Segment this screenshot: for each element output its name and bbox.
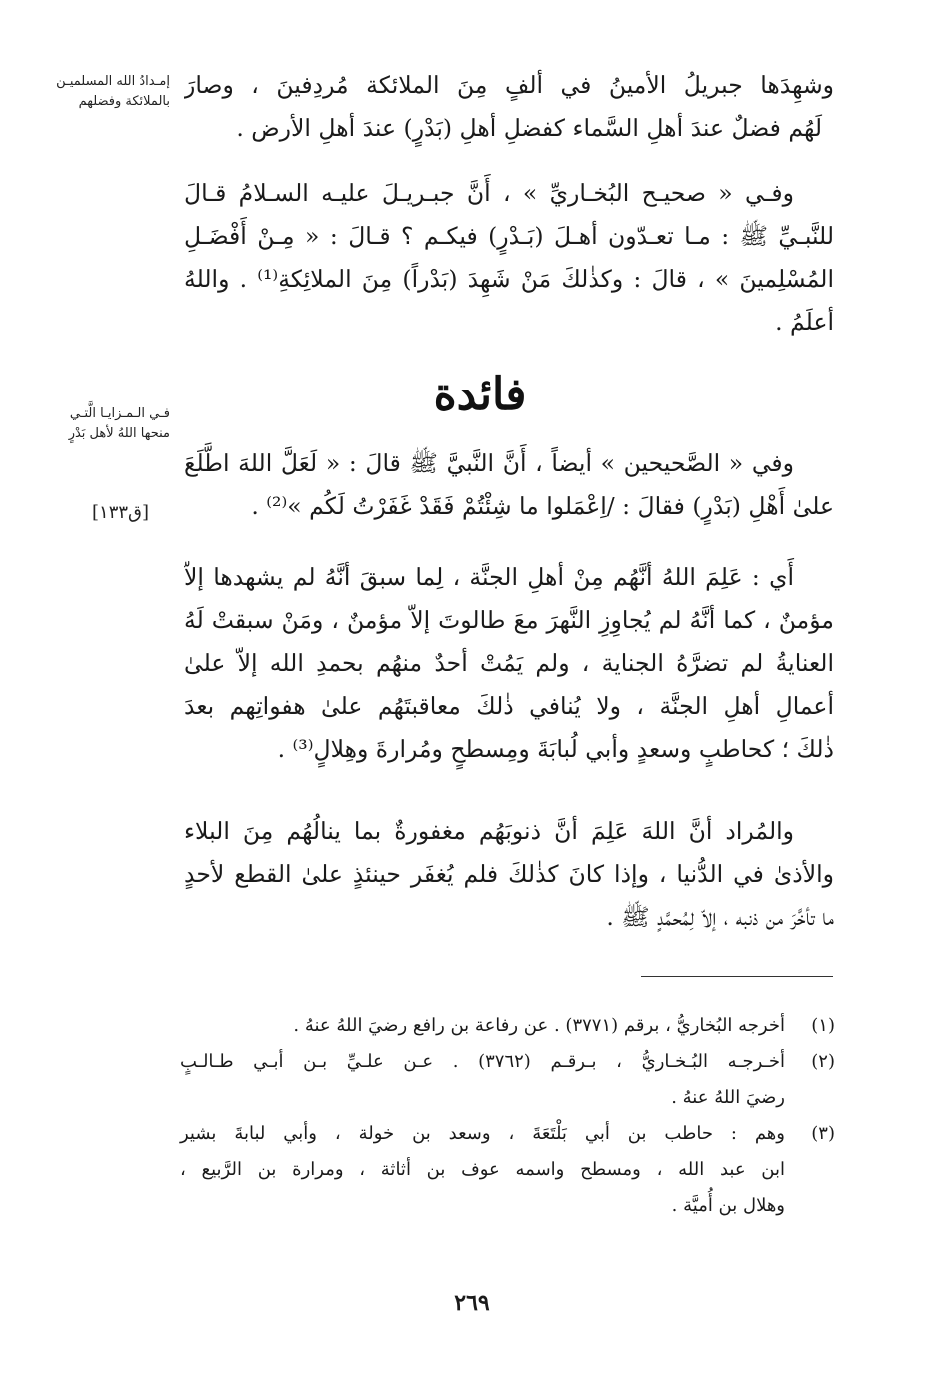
text-line: ما تأخَّرَ من ذنبه ، إلاّ لِمُحمَّدٍ ﷺ . bbox=[606, 903, 834, 931]
page-number: ٢٦٩ bbox=[454, 1290, 490, 1316]
footnote-number: (٢) bbox=[811, 1051, 835, 1072]
footnote-line: أخرجه البُخاريُّ ، برقم (٣٧٧١) . عن رفاعة بن رافع رضيَ اللهُ عنهُ . bbox=[293, 1015, 785, 1036]
paragraph bbox=[184, 810, 834, 939]
text-line: مؤمنٌ ، كما أنَّهُ لم يُجاوِزِ النَّهرَ معَ طالوتَ إلاّ مؤمنٌ ، ومَنْ سبقتْ لَهُ bbox=[184, 606, 834, 634]
text-line: ذٰلكَ ؛ كحاطبٍ وسعدٍ وأبي لُبابَةَ ومِسطحٍ ومُرارةَ وهِلالٍ⁽³⁾ . bbox=[277, 735, 834, 763]
footnote bbox=[180, 1116, 835, 1224]
margin-note-line: منحها اللهُ لأهل بَدْرٍ bbox=[68, 426, 170, 441]
paragraph bbox=[184, 172, 834, 344]
text-line: أَي : عَلِمَ اللهُ أنَّهُم مِنْ أهلِ الجنَّة ، لِما سبقَ أنَّهُ لم يشهدها إلاّ bbox=[184, 563, 794, 591]
footnote-number: (٣) bbox=[811, 1123, 835, 1144]
text-line: وشهِدَها جبريلُ الأمينُ في ألفٍ مِنَ الملائكة مُردِفينَ ، وصارَ bbox=[184, 71, 834, 99]
footnote-line: وهلال بن أُميَّة . bbox=[671, 1195, 785, 1216]
margin-note-badr-merits bbox=[20, 404, 170, 444]
section-heading: فائدة bbox=[433, 369, 527, 420]
text-line: علىٰ أَهْلِ (بَدْرٍ) فقالَ : /اِعْمَلوا ما شِئْتُمْ فَقَدْ غَفَرْتُ لَكُم »⁽²⁾ . bbox=[251, 492, 834, 520]
footnote-line: وهم : حاطب بن أبي بَلْتَعَةَ ، وسعد بن خولة ، وأبي لبابةَ بشير bbox=[180, 1123, 785, 1144]
footnote-line: أخـرجـه البُـخـاريُّ ، بـرقـم (٣٧٦٢) . عـن علـيِّ بـن أبـي طـالـبٍ bbox=[180, 1051, 785, 1072]
footnote bbox=[180, 1008, 835, 1044]
paragraph bbox=[184, 556, 834, 771]
text-line: المُسْلِمينَ » ، قالَ : وكذٰلكَ مَنْ شَهِدَ (بَدْراً) مِنَ الملائِكةِ⁽¹⁾ . واللهُ bbox=[184, 265, 834, 293]
text-line: وفي « الصَّحيحين » أيضاً ، أَنَّ النَّبيَّ ﷺ قالَ : « لَعَلَّ اللهَ اطَّلَعَ bbox=[184, 449, 794, 477]
paragraph bbox=[184, 442, 834, 528]
text-line: العنايةُ لم تضرَّهُ الجناية ، ولم يَمُتْ أحدٌ منهُم بحمدِ الله إلاّ علىٰ bbox=[184, 649, 834, 677]
paragraph bbox=[184, 64, 834, 150]
footnote-separator bbox=[641, 976, 833, 977]
footnote-line: ابن عبد الله ، ومسطح واسمه عوف بن أثاثة ، ومرارة بن الرَّبيع ، bbox=[180, 1159, 785, 1180]
text-line: أعلَمُ . bbox=[775, 308, 834, 336]
footnote bbox=[180, 1044, 835, 1116]
margin-note-line: فـي الـمـزايـا الَّتـي bbox=[69, 406, 170, 421]
text-line: والمُراد أنَّ اللهَ عَلِمَ أنَّ ذنوبَهُم مغفورةٌ بما ينالُهُم مِنَ البلاء bbox=[184, 817, 794, 845]
text-line: وفـي « صحيـح البُخـاريِّ » ، أَنَّ جبـريـلَ عليـه السـلامُ قـالَ bbox=[184, 179, 794, 207]
footnotes bbox=[180, 1008, 835, 1224]
manuscript-folio-reference: [ق١٣٣] bbox=[92, 502, 150, 523]
text-line: أعمالِ أهلِ الجنَّة ، ولا يُنافي ذٰلكَ معاقبتَهُم علىٰ هفواتِهم بعدَ bbox=[184, 692, 834, 720]
text-line: لَهُم فضلٌ عندَ أهلِ السَّماء كفضلِ أهلِ (بَدْرٍ) عندَ أهلِ الأرض . bbox=[236, 114, 822, 142]
margin-note-line: بالملائكة وفضلهم bbox=[78, 94, 170, 109]
footnote-line: رضيَ اللهُ عنهُ . bbox=[671, 1087, 785, 1108]
margin-note-line: إمـدادُ الله المسلميـن bbox=[56, 74, 170, 89]
text-line: والأذىٰ في الدُّنيا ، وإذا كانَ كذٰلكَ فلم يُغفَر حينئذٍ علىٰ القطع لأحدٍ bbox=[184, 860, 834, 888]
footnote-number: (١) bbox=[811, 1015, 835, 1036]
margin-note-angels bbox=[20, 72, 170, 112]
text-line: للنَّبـيِّ ﷺ : مـا تعـدّون أهـلَ (بَـدْرٍ) فيكـم ؟ قـالَ : « مِـنْ أَفْضَـلِ bbox=[184, 222, 834, 250]
